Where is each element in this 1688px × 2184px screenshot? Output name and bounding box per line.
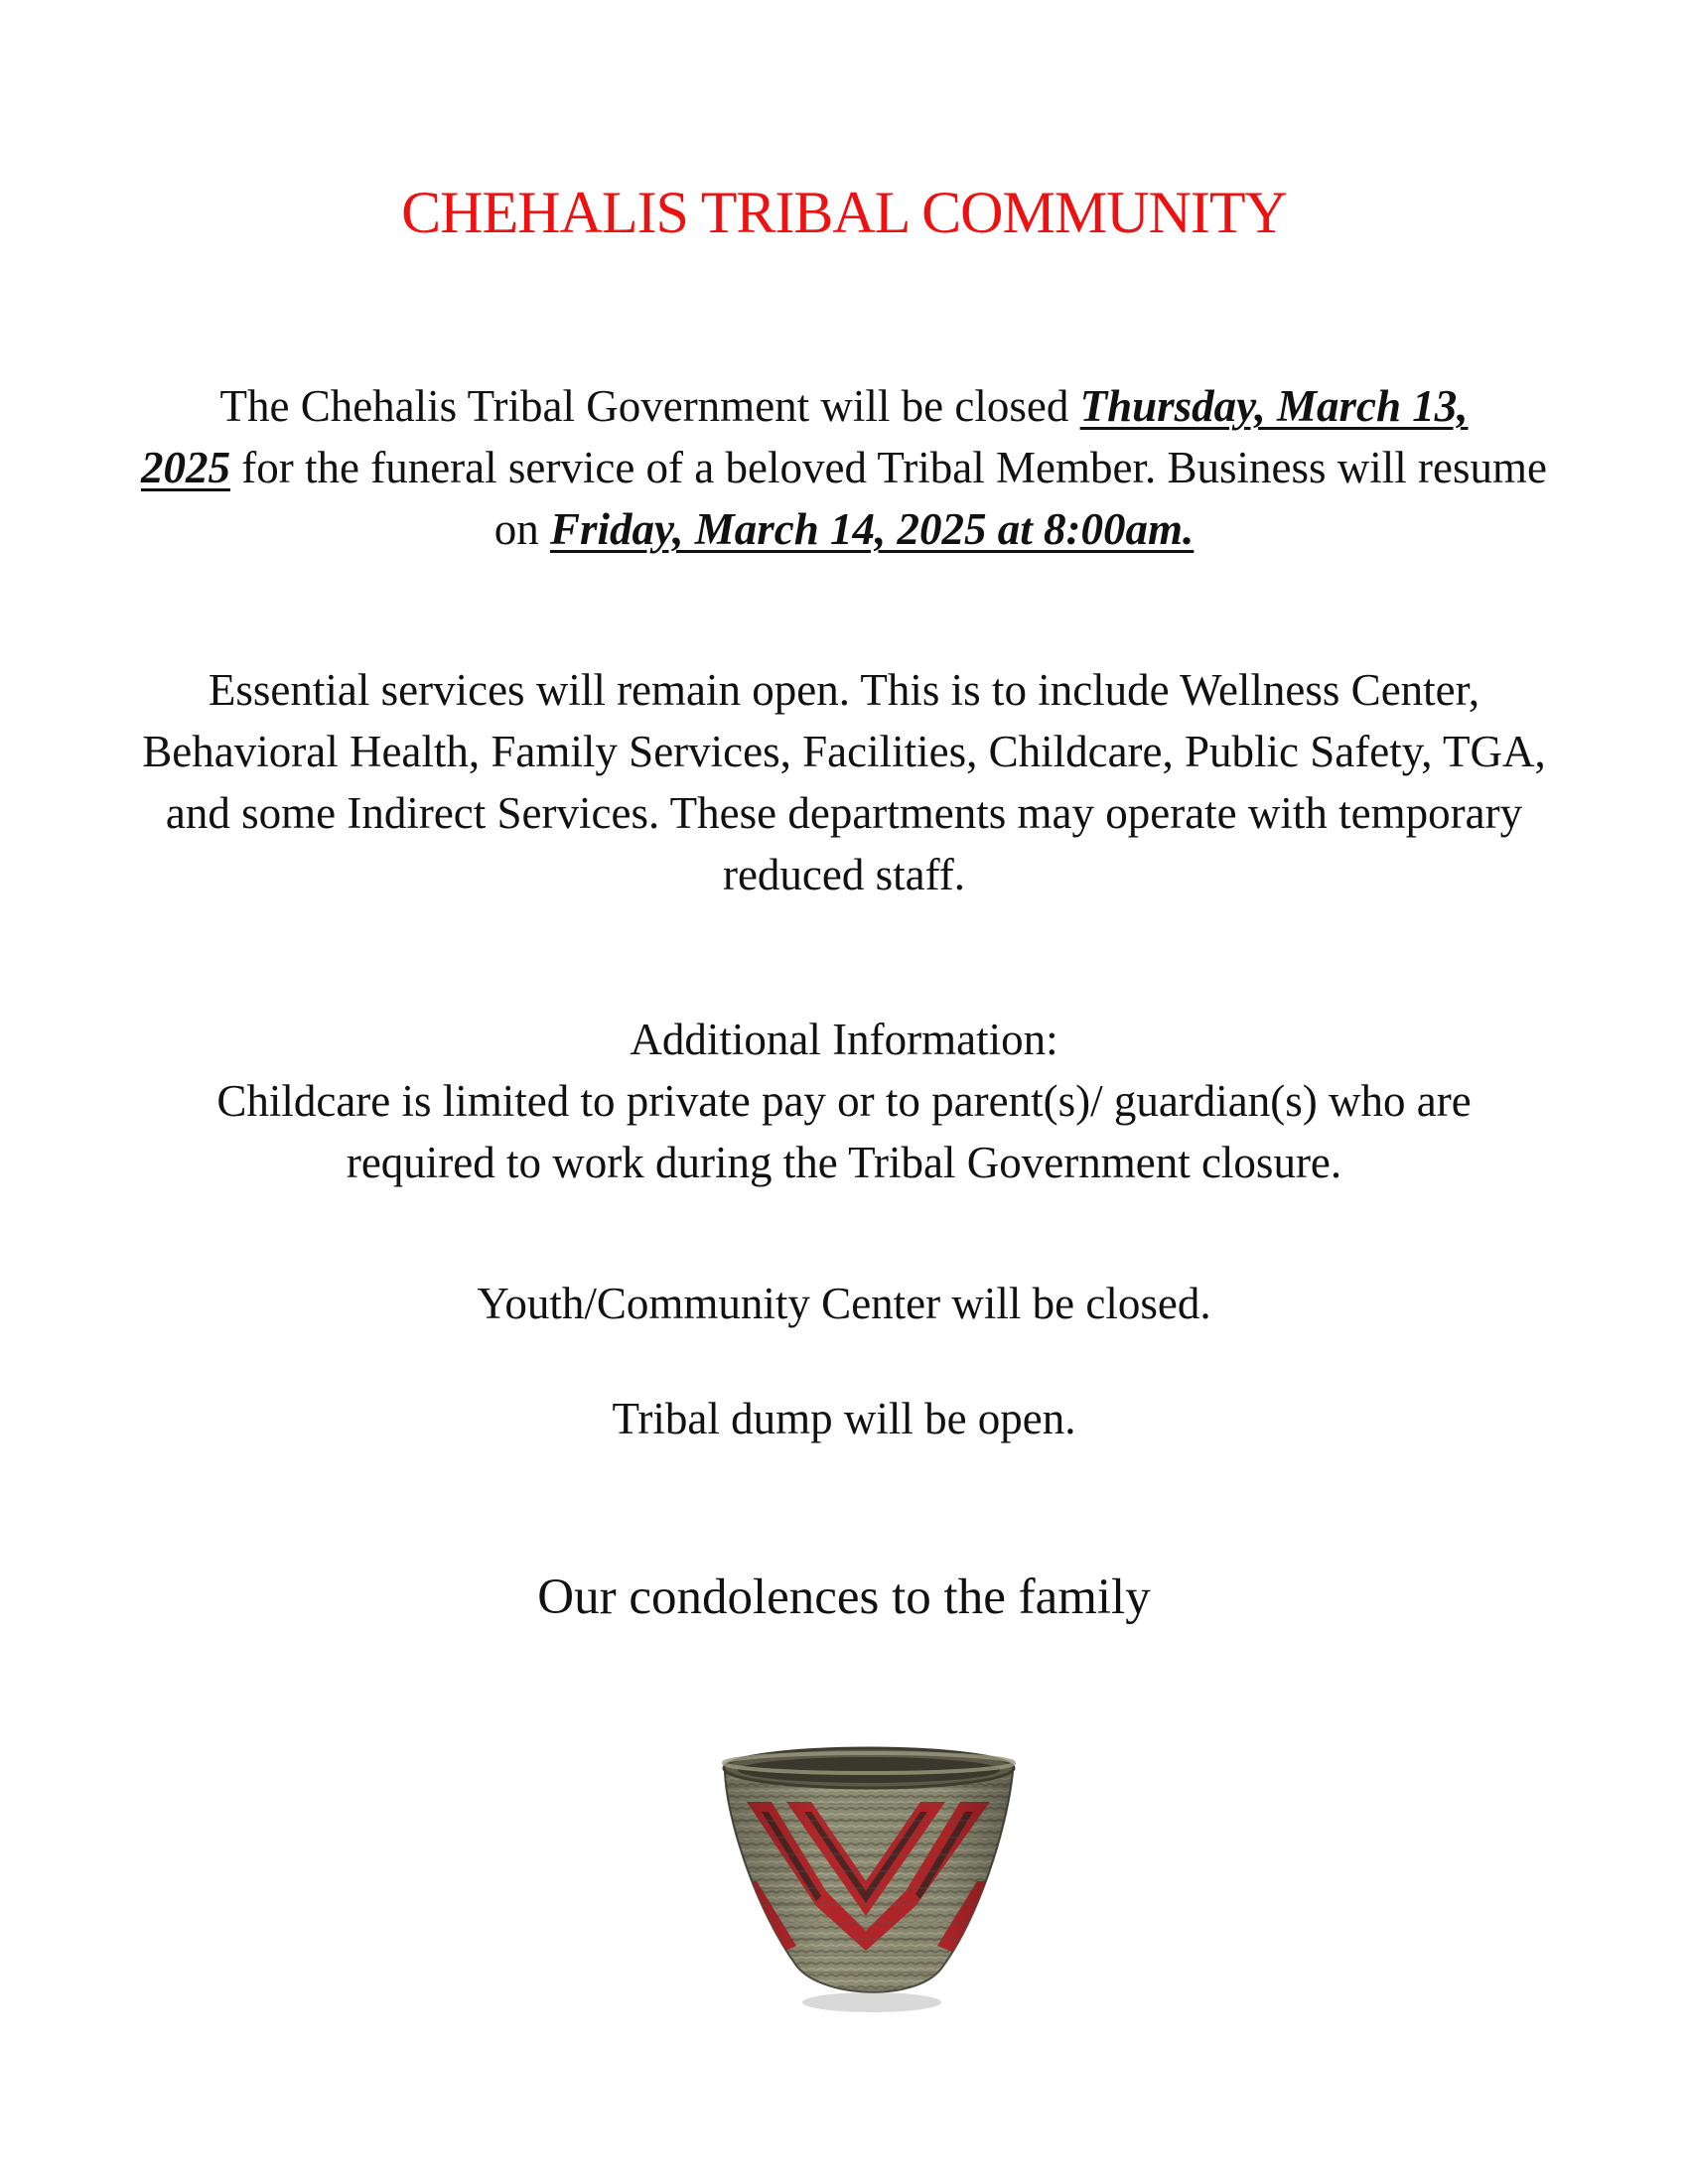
closure-notice-lead: The Chehalis Tribal Government will be closed (219, 381, 1080, 431)
youth-center-text: Youth/Community Center will be closed. (477, 1279, 1211, 1328)
closed-date: Thursday, March 13, (1079, 381, 1469, 431)
essential-services-text: Essential services will remain open. This is to include Wellness Center, Behavioral Health, Family Services, Facilities, Childcare, Public Safety, TGA, and some Indirect Services. These departments may operate with temporary reduced staff. (142, 665, 1546, 899)
childcare-text: Childcare is limited to private pay or to parent(s)/ guardian(s) who are required to work during the Tribal Government closure. (216, 1076, 1472, 1187)
closed-date-year: 2025 (141, 443, 231, 492)
closure-notice-middle: for the funeral service of a beloved Tribal Member. Business will resume on (230, 443, 1547, 554)
resume-date: Friday, March 14, 2025 at 8:00am. (549, 504, 1195, 554)
tribal-dump-text: Tribal dump will be open. (612, 1394, 1076, 1443)
condolences-text: Our condolences to the family (537, 1570, 1151, 1625)
additional-info (139, 1009, 1549, 1193)
page-title: CHEHALIS TRIBAL COMMUNITY (401, 180, 1287, 245)
woven-basket-icon (717, 1732, 1021, 2022)
closure-notice (139, 375, 1549, 560)
additional-info-heading: Additional Information: (630, 1015, 1058, 1064)
